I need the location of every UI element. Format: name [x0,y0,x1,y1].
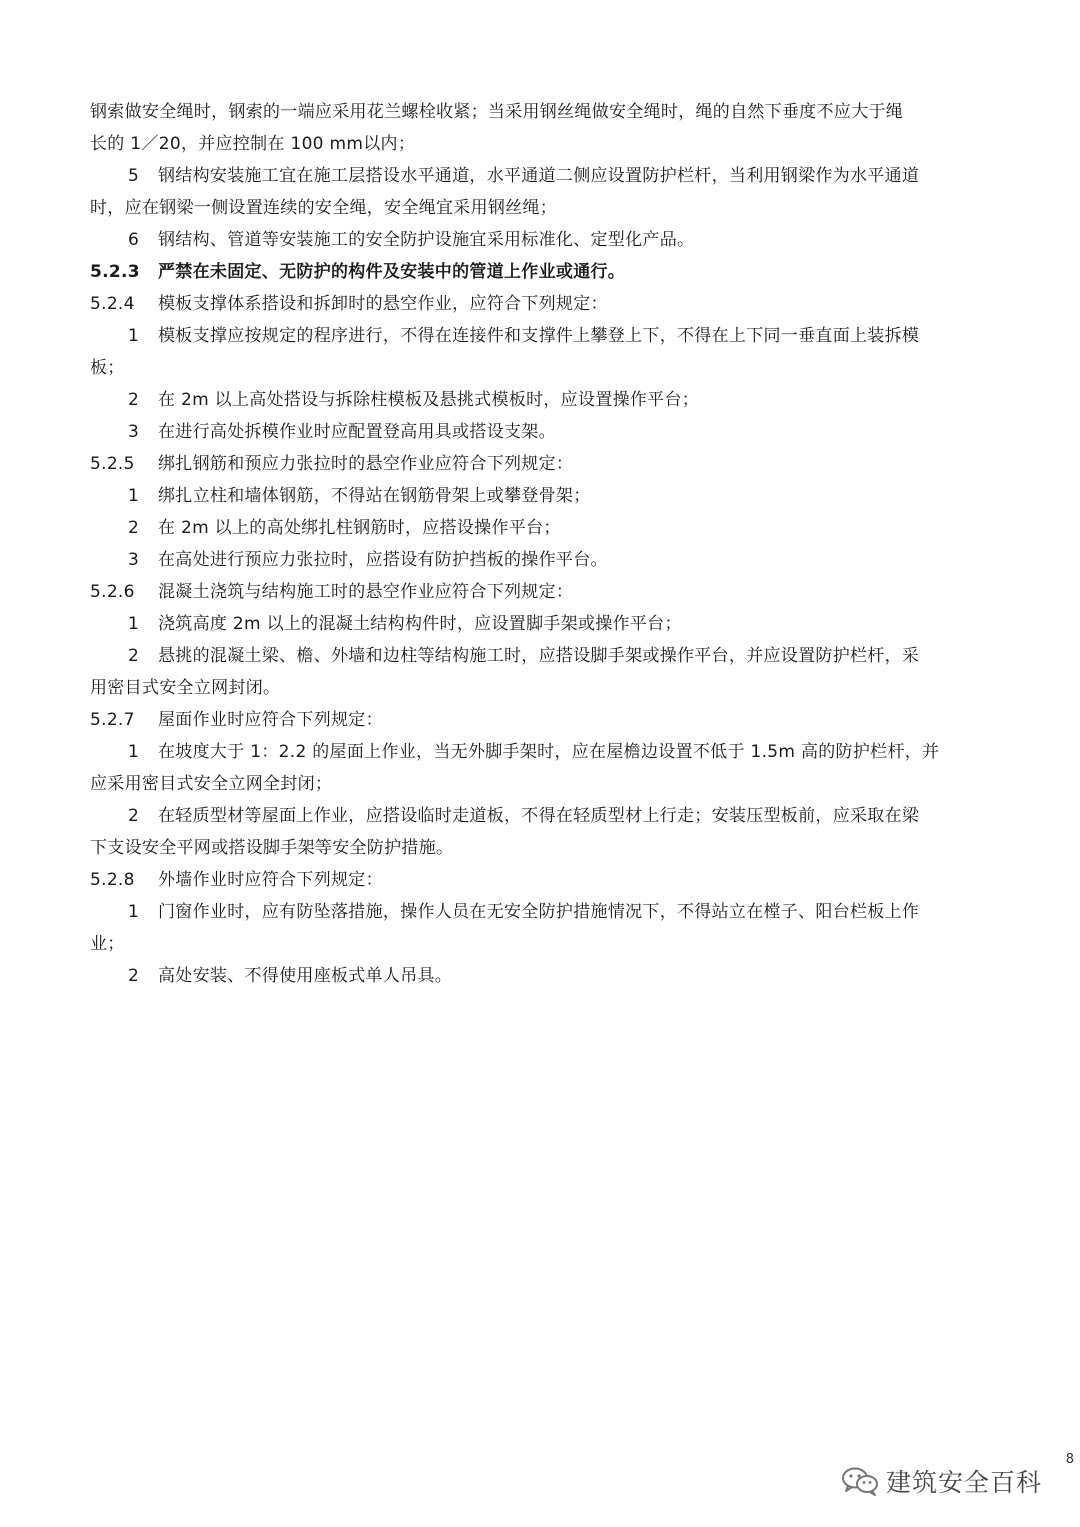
item-text: 钢结构、管道等安装施工的安全防护设施宜采用标准化、定型化产品。 [158,230,695,250]
text-line: 板； [90,358,125,378]
item-number: 2 [128,966,140,986]
text-line: 业； [90,934,125,954]
clause [90,288,990,320]
item-text: 在 2m 以上高处搭设与拆除柱模板及悬挑式模板时，应设置操作平台； [158,390,700,410]
item-number: 1 [128,614,140,634]
clause-number: 5.2.7 [90,710,135,730]
list-item [90,480,990,512]
text-line: 下支设安全平网或搭设脚手架等安全防护措施。 [90,838,454,858]
list-item [90,224,990,256]
item-number: 2 [128,390,140,410]
item-number: 5 [128,166,140,186]
clause-text: 屋面作业时应符合下列规定： [158,710,383,730]
item-number: 1 [128,902,140,922]
list-item [90,320,990,352]
watermark [840,1461,1042,1501]
text-line: 用密目式安全立网封闭。 [90,678,281,698]
item-text: 浇筑高度 2m 以上的混凝土结构构件时，应设置脚手架或操作平台； [158,614,682,634]
item-number: 1 [128,326,140,346]
item-number: 1 [128,742,140,762]
clause-number: 5.2.8 [90,870,135,890]
list-item [90,640,990,672]
item-number: 2 [128,518,140,538]
item-text: 钢结构安装施工宜在施工层搭设水平通道，水平通道二侧应设置防护栏杆，当利用钢梁作为水平通道 [158,166,920,186]
item-number: 2 [128,806,140,826]
list-item [90,800,990,832]
item-number: 1 [128,486,140,506]
clause [90,864,990,896]
clause-text: 绑扎钢筋和预应力张拉时的悬空作业应符合下列规定： [158,454,574,474]
item-number: 2 [128,646,140,666]
clause-number: 5.2.6 [90,582,135,602]
item-number: 3 [128,550,140,570]
item-text: 高处安装、不得使用座板式单人吊具。 [158,966,453,986]
brand-name: 建筑安全百科 [886,1468,1043,1497]
list-item [90,544,990,576]
item-text: 模板支撑应按规定的程序进行，不得在连接件和支撑件上攀登上下，不得在上下同一垂直面上装拆模 [158,326,920,346]
clause-text: 外墙作业时应符合下列规定： [158,870,383,890]
clause-number: 5.2.5 [90,454,135,474]
clause [90,704,990,736]
list-item [90,896,990,928]
clause-text: 模板支撑体系搭设和拆卸时的悬空作业，应符合下列规定： [158,294,608,314]
clause [90,256,990,288]
item-number: 6 [128,230,140,250]
text-line: 钢索做安全绳时，钢索的一端应采用花兰螺栓收紧；当采用钢丝绳做安全绳时，绳的自然下垂度不应大于绳 [90,102,904,122]
list-item [90,512,990,544]
clause [90,576,990,608]
clause-number: 5.2.4 [90,294,135,314]
clause-number: 5.2.3 [90,262,140,282]
list-item [90,960,990,992]
text-line: 应采用密目式安全立网全封闭； [90,774,333,794]
item-text: 绑扎立柱和墙体钢筋，不得站在钢筋骨架上或攀登骨架； [158,486,591,506]
item-text: 在坡度大于 1：2.2 的屋面上作业，当无外脚手架时，应在屋檐边设置不低于 1.5m 高的防护栏杆，并 [158,742,940,762]
list-item [90,608,990,640]
list-item [90,384,990,416]
list-item [90,736,990,768]
item-text: 在进行高处拆模作业时应配置登高用具或搭设支架。 [158,422,556,442]
clause-text: 混凝土浇筑与结构施工时的悬空作业应符合下列规定： [158,582,574,602]
wechat-icon [840,1466,880,1496]
text-line: 时，应在钢梁一侧设置连续的安全绳，安全绳宜采用钢丝绳； [90,198,558,218]
item-text: 在高处进行预应力张拉时，应搭设有防护挡板的操作平台。 [158,550,608,570]
text-line: 长的 1／20，并应控制在 100 mm以内； [90,134,416,154]
list-item [90,416,990,448]
clause-text: 严禁在未固定、无防护的构件及安装中的管道上作业或通行。 [158,262,626,282]
item-text: 门窗作业时，应有防坠落措施，操作人员在无安全防护措施情况下，不得站立在樘子、阳台栏板上作 [158,902,920,922]
clause [90,448,990,480]
page-number: 8 [1065,1452,1074,1467]
document-body [90,96,990,992]
item-text: 悬挑的混凝土梁、檐、外墙和边柱等结构施工时，应搭设脚手架或操作平台，并应设置防护栏杆，采 [158,646,920,666]
item-text: 在轻质型材等屋面上作业，应搭设临时走道板，不得在轻质型材上行走；安装压型板前，应采取在梁 [158,806,920,826]
list-item [90,160,990,192]
item-number: 3 [128,422,140,442]
item-text: 在 2m 以上的高处绑扎柱钢筋时，应搭设操作平台； [158,518,561,538]
